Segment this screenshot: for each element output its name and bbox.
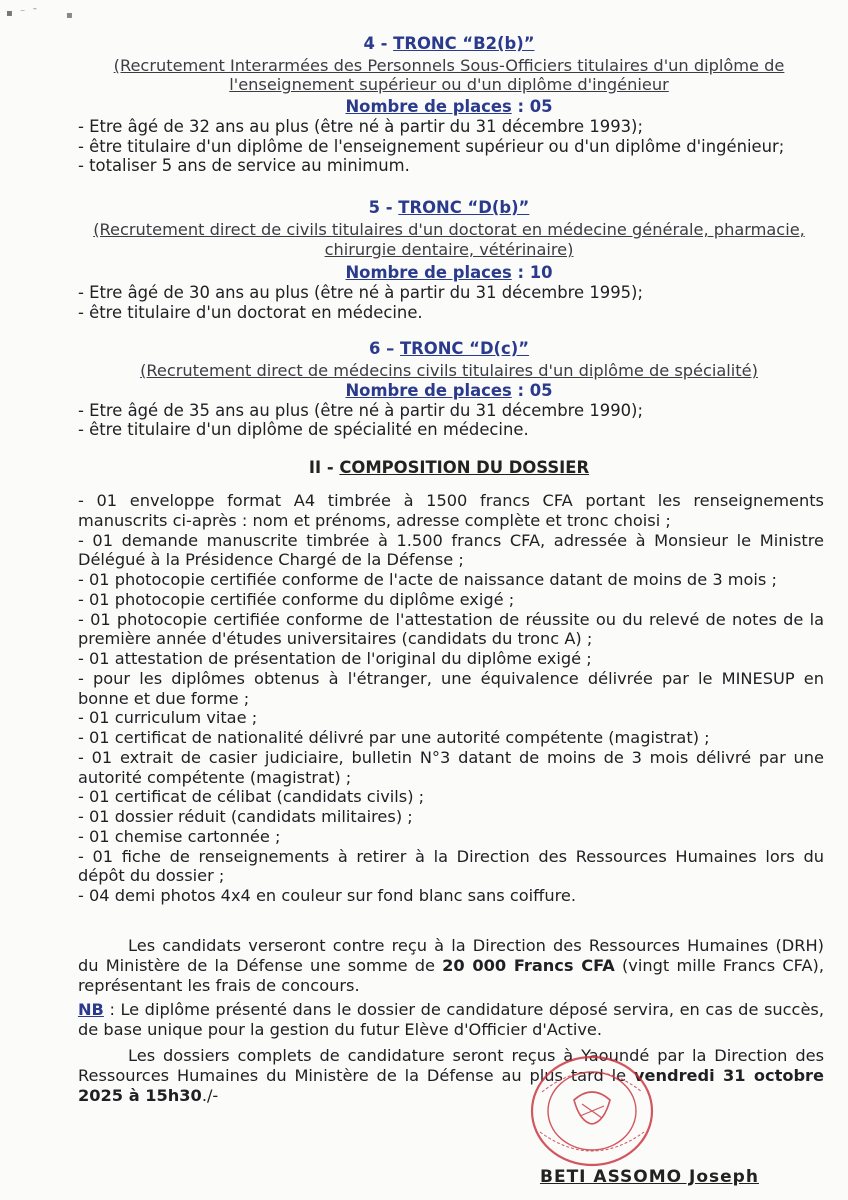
- tronc-db-name: TRONC “D(b)”: [398, 198, 530, 217]
- requirement-item: - Etre âgé de 32 ans au plus (être né à partir du 31 décembre 1993);: [78, 116, 643, 136]
- nb-paragraph: NB : Le diplôme présenté dans le dossier de candidature déposé servira, en cas de succès, de base unique pour la gestion du futur Elève d'Officier d'Active.: [78, 1000, 824, 1039]
- tronc-dc-name: TRONC “D(c)”: [399, 339, 530, 358]
- signatory-name: BETI ASSOMO Joseph: [540, 1167, 759, 1187]
- fee-amount: 20 000 Francs CFA: [442, 956, 615, 975]
- dossier-item: - 01 attestation de présentation de l'original du diplôme exigé ;: [78, 649, 592, 668]
- nb-label: NB: [78, 1000, 104, 1019]
- requirement-item: - être titulaire d'un diplôme de spécialité en médecine.: [78, 420, 529, 440]
- requirement-item: - être titulaire d'un diplôme de l'enseignement supérieur ou d'un diplôme d'ingénieur;: [78, 136, 785, 156]
- tronc-db-places: Nombre de places : 10: [345, 263, 553, 282]
- dossier-item: - 01 dossier réduit (candidats militaires) ;: [78, 807, 413, 826]
- tronc-dc-description: (Recrutement direct de médecins civils titulaires d'un diplôme de spécialité): [140, 361, 758, 380]
- tronc-b2b-places: Nombre de places : 05: [345, 97, 553, 116]
- tronc-b2b-name: TRONC “B2(b)”: [393, 34, 535, 53]
- dossier-item: - 01 extrait de casier judiciaire, bulletin N°3 datant de moins de 3 mois délivré par une autorité compétente (magistrat) ;: [78, 747, 824, 787]
- dossier-item: - 01 certificat de célibat (candidats civils) ;: [78, 787, 425, 807]
- dossier-item: - 01 curriculum vitae ;: [78, 708, 258, 728]
- tronc-dc-requirements: [78, 401, 820, 441]
- requirement-item: - Etre âgé de 30 ans au plus (être né à partir du 31 décembre 1995);: [78, 282, 643, 302]
- dossier-item: - 01 chemise cartonnée ;: [78, 826, 281, 846]
- requirement-item: - totaliser 5 ans de service au minimum.: [78, 156, 410, 176]
- tronc-dc-section: [78, 339, 820, 440]
- tronc-db-section: [78, 198, 820, 322]
- tronc-dc-places: Nombre de places : 05: [345, 380, 553, 400]
- requirement-item: - Etre âgé de 35 ans au plus (être né à partir du 31 décembre 1990);: [78, 400, 643, 420]
- dossier-item: - 01 demande manuscrite timbrée à 1.500 francs CFA, adressée à Monsieur le Ministre Délégué à la Présidence Chargé de la Défense ;: [78, 530, 824, 570]
- official-stamp: [528, 1052, 656, 1170]
- composition-heading: II - COMPOSITION DU DOSSIER: [308, 458, 590, 477]
- scan-artifact: ▪ ⁻ ˉ: [6, 8, 40, 19]
- dossier-item: - 01 enveloppe format A4 timbrée à 1500 francs CFA portant les renseignements manuscrits ci-après : nom et prénoms, adresse complète et tronc choisi ;: [78, 491, 824, 530]
- tronc-b2b-section: [78, 34, 820, 176]
- tronc-dc-title: 6 – TRONC “D(c)”: [368, 339, 530, 358]
- tronc-db-title: 5 - TRONC “D(b)”: [368, 198, 530, 217]
- tronc-b2b-requirements: [78, 117, 820, 176]
- tronc-b2b-title: 4 - TRONC “B2(b)”: [363, 34, 535, 53]
- dossier-items-list: [78, 491, 824, 906]
- fee-paragraph: Les candidats verseront contre reçu à la Direction des Ressources Humaines (DRH) du Ministère de la Défense une somme de 20 000 Francs CFA (vingt mille Francs CFA), représentant les frais de concours.: [78, 936, 825, 995]
- dossier-item: - 01 photocopie certifiée conforme du diplôme exigé ;: [78, 589, 515, 609]
- dossier-item: - 01 fiche de renseignements à retirer à la Direction des Ressources Humaines lors du dépôt du dossier ;: [78, 846, 824, 886]
- deadline-paragraph: Les dossiers complets de candidature seront reçus à Yaoundé par la Direction des Ressources Humaines du Ministère de la Défense au plus tard le vendredi 31 octobre 2025 à 15h30./-: [78, 1046, 825, 1105]
- dossier-item: - 01 certificat de nationalité délivré par une autorité compétente (magistrat) ;: [78, 728, 710, 747]
- tronc-db-description: (Recrutement direct de civils titulaires d'un doctorat en médecine générale, pharmacie, chirurgie dentaire, vétérinaire): [93, 220, 805, 259]
- deadline-date: vendredi 31 octobre 2025 à 15h30: [78, 1066, 825, 1105]
- dossier-item: - 01 photocopie certifiée conforme de l'acte de naissance datant de moins de 3 mois ;: [78, 570, 777, 589]
- scan-artifact: ▪: [66, 10, 73, 21]
- requirement-item: - être titulaire d'un doctorat en médecine.: [78, 302, 423, 322]
- dossier-item: - pour les diplômes obtenus à l'étranger, une équivalence délivrée par le MINESUP en bonne et due forme ;: [78, 668, 824, 708]
- dossier-item: - 01 photocopie certifiée conforme de l'attestation de réussite ou du relevé de notes de la première année d'études universitaires (candidats du tronc A) ;: [78, 609, 824, 649]
- tronc-db-requirements: [78, 283, 820, 323]
- tronc-b2b-description: (Recrutement Interarmées des Personnels Sous-Officiers titulaires d'un diplôme de l'enseignement supérieur ou d'un diplôme d'ingénieur: [113, 56, 785, 94]
- dossier-item: - 04 demi photos 4x4 en couleur sur fond blanc sans coiffure.: [78, 886, 576, 905]
